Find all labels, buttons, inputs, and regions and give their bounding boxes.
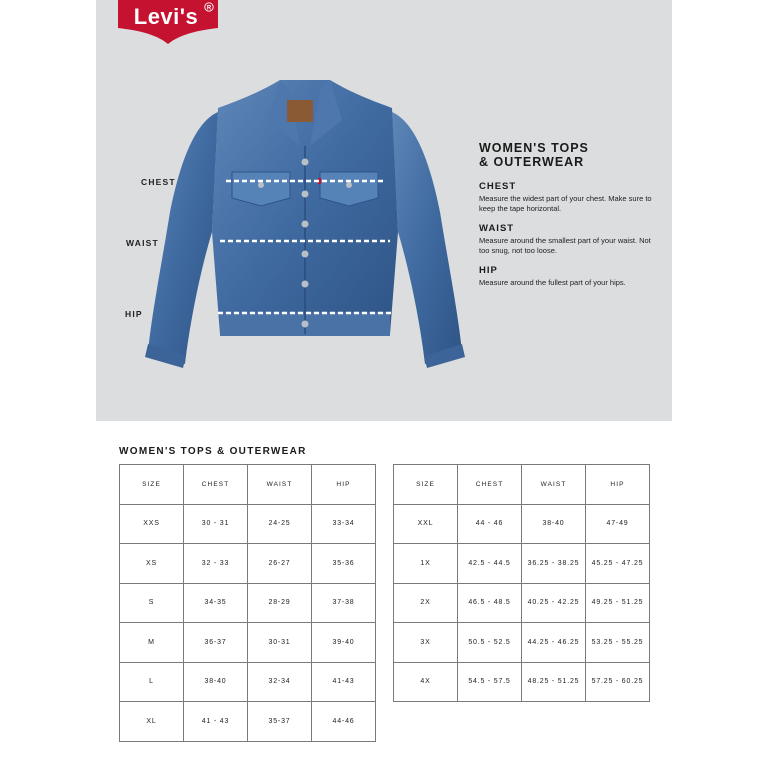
table-row: [120, 544, 376, 584]
cell-size: 4X: [394, 662, 458, 702]
table-header-row: [120, 465, 376, 505]
denim-jacket-illustration: [140, 72, 470, 372]
cell-hip: 33-34: [312, 504, 376, 544]
header-hip: HIP: [586, 465, 650, 505]
cell-waist: 44.25 - 46.25: [522, 623, 586, 663]
table-row: [120, 623, 376, 663]
header-chest: CHEST: [458, 465, 522, 505]
table-row: [120, 583, 376, 623]
cell-waist: 30-31: [248, 623, 312, 663]
cell-waist: 36.25 - 38.25: [522, 544, 586, 584]
cell-size: XXL: [394, 504, 458, 544]
svg-text:Levi's: Levi's: [133, 4, 199, 29]
size-table-left: [119, 464, 376, 742]
table-row: [120, 504, 376, 544]
cell-hip: 49.25 - 51.25: [586, 583, 650, 623]
cell-hip: 47-49: [586, 504, 650, 544]
cell-chest: 41 - 43: [184, 702, 248, 742]
cell-waist: 24-25: [248, 504, 312, 544]
header-waist: WAIST: [248, 465, 312, 505]
cell-size: XL: [120, 702, 184, 742]
cell-chest: 50.5 - 52.5: [458, 623, 522, 663]
cell-size: L: [120, 662, 184, 702]
cell-chest: 54.5 - 57.5: [458, 662, 522, 702]
cell-hip: 57.25 - 60.25: [586, 662, 650, 702]
cell-hip: 35-36: [312, 544, 376, 584]
cell-waist: 26-27: [248, 544, 312, 584]
chest-label: CHEST: [141, 177, 176, 187]
table-row: [394, 544, 650, 584]
cell-chest: 38-40: [184, 662, 248, 702]
cell-waist: 38-40: [522, 504, 586, 544]
cell-size: 3X: [394, 623, 458, 663]
table-row: [120, 662, 376, 702]
table-header-row: [394, 465, 650, 505]
guide-chest-text: Measure the widest part of your chest. Make sure to keep the tape horizontal.: [479, 194, 652, 213]
cell-chest: 44 - 46: [458, 504, 522, 544]
cell-chest: 30 - 31: [184, 504, 248, 544]
guide-waist-text: Measure around the smallest part of your waist. Not too snug, not too loose.: [479, 236, 651, 255]
guide-hip-heading: HIP: [479, 265, 498, 276]
waist-label: WAIST: [126, 238, 159, 248]
cell-size: XXS: [120, 504, 184, 544]
cell-size: XS: [120, 544, 184, 584]
guide-chest-heading: CHEST: [479, 181, 517, 192]
measuring-guide: [479, 141, 654, 297]
cell-chest: 42.5 - 44.5: [458, 544, 522, 584]
cell-hip: 41-43: [312, 662, 376, 702]
guide-title: WOMEN'S TOPS & OUTERWEAR: [479, 141, 589, 169]
cell-hip: 45.25 - 47.25: [586, 544, 650, 584]
size-chart-title: WOMEN'S TOPS & OUTERWEAR: [119, 446, 307, 457]
cell-waist: 40.25 - 42.25: [522, 583, 586, 623]
cell-size: 2X: [394, 583, 458, 623]
table-row: [394, 504, 650, 544]
cell-hip: 37-38: [312, 583, 376, 623]
table-row: [394, 583, 650, 623]
guide-hip-text: Measure around the fullest part of your hips.: [479, 278, 626, 287]
cell-waist: 35-37: [248, 702, 312, 742]
hip-label: HIP: [125, 309, 143, 319]
cell-hip: 39-40: [312, 623, 376, 663]
cell-hip: 44-46: [312, 702, 376, 742]
levis-logo: [118, 0, 218, 44]
header-waist: WAIST: [522, 465, 586, 505]
cell-waist: 48.25 - 51.25: [522, 662, 586, 702]
header-chest: CHEST: [184, 465, 248, 505]
header-hip: HIP: [312, 465, 376, 505]
cell-chest: 34-35: [184, 583, 248, 623]
table-row: [394, 662, 650, 702]
table-row: [394, 623, 650, 663]
cell-chest: 32 - 33: [184, 544, 248, 584]
size-table-right: [393, 464, 650, 702]
cell-waist: 32-34: [248, 662, 312, 702]
cell-size: 1X: [394, 544, 458, 584]
header-size: SIZE: [120, 465, 184, 505]
cell-size: S: [120, 583, 184, 623]
cell-hip: 53.25 - 55.25: [586, 623, 650, 663]
header-size: SIZE: [394, 465, 458, 505]
cell-waist: 28-29: [248, 583, 312, 623]
guide-waist-heading: WAIST: [479, 223, 515, 234]
cell-size: M: [120, 623, 184, 663]
svg-text:R: R: [206, 5, 212, 12]
cell-chest: 36-37: [184, 623, 248, 663]
table-row: [120, 702, 376, 742]
cell-chest: 46.5 - 48.5: [458, 583, 522, 623]
